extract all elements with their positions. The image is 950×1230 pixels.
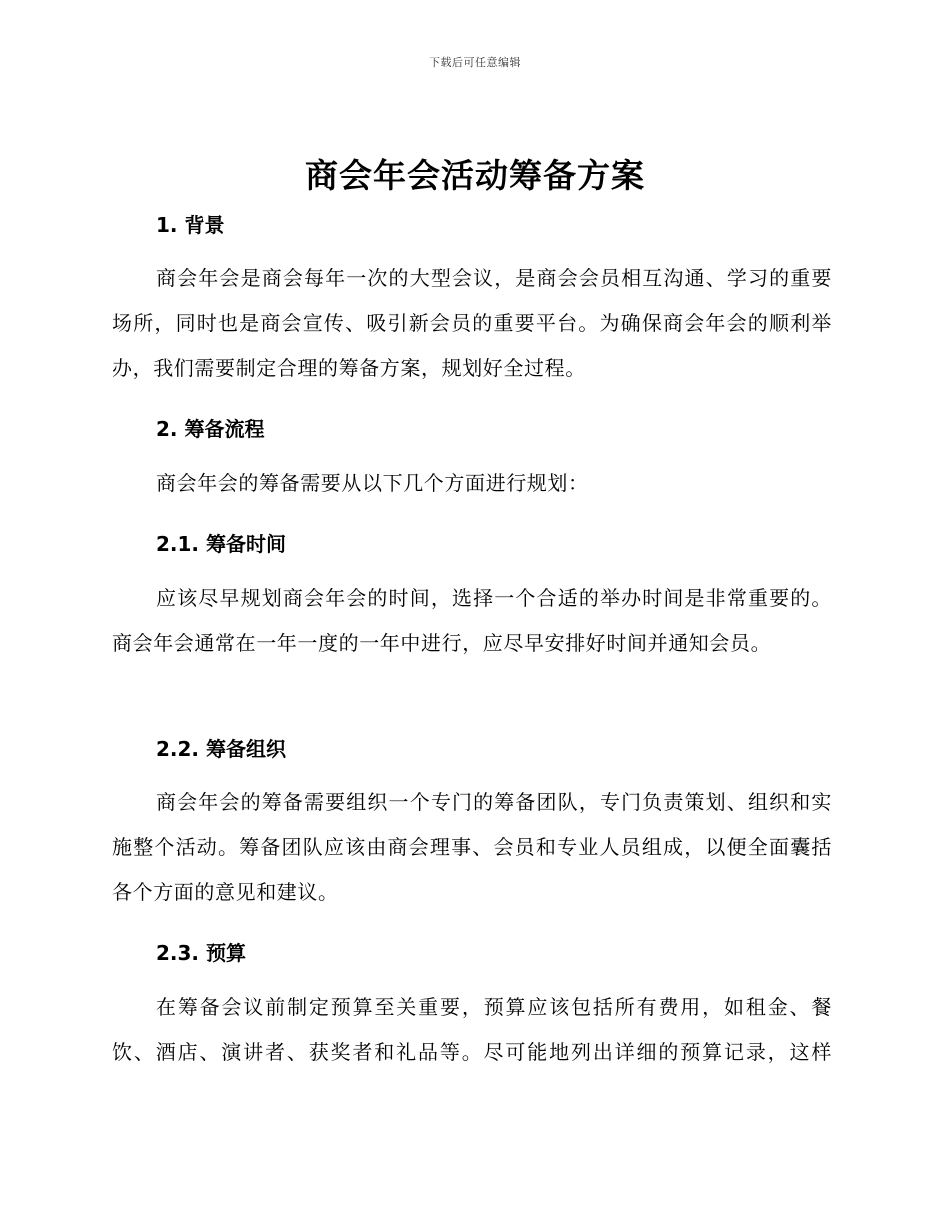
document-title: 商会年会活动筹备方案 xyxy=(305,156,645,195)
section-heading-budget: 2.3. 预算 xyxy=(156,941,246,965)
section-body-background: 商会年会是商会每年一次的大型会议，是商会会员相互沟通、学习的重要场所，同时也是商会宣传、吸引新会员的重要平台。为确保商会年会的顺利举办，我们需要制定合理的筹备方案，规划好全过程。 xyxy=(112,266,832,380)
section-body-timing: 应该尽早规划商会年会的时间，选择一个合适的举办时间是非常重要的。商会年会通常在一年一度的一年中进行，应尽早安排好时间并通知会员。 xyxy=(112,586,832,655)
section-heading-timing: 2.1. 筹备时间 xyxy=(156,532,286,556)
section-body-budget: 在筹备会议前制定预算至关重要，预算应该包括所有费用，如租金、餐饮、酒店、演讲者、获奖者和礼品等。尽可能地列出详细的预算记录，这样 xyxy=(112,995,832,1064)
section-heading-process: 2. 筹备流程 xyxy=(156,417,265,441)
section-heading-organization: 2.2. 筹备组织 xyxy=(156,737,286,761)
page-header-note: 下载后可任意编辑 xyxy=(429,56,521,69)
section-body-process: 商会年会的筹备需要从以下几个方面进行规划： xyxy=(156,471,589,495)
section-heading-background: 1. 背景 xyxy=(156,213,225,237)
section-body-organization: 商会年会的筹备需要组织一个专门的筹备团队，专门负责策划、组织和实施整个活动。筹备团队应该由商会理事、会员和专业人员组成，以便全面囊括各个方面的意见和建议。 xyxy=(112,790,832,904)
